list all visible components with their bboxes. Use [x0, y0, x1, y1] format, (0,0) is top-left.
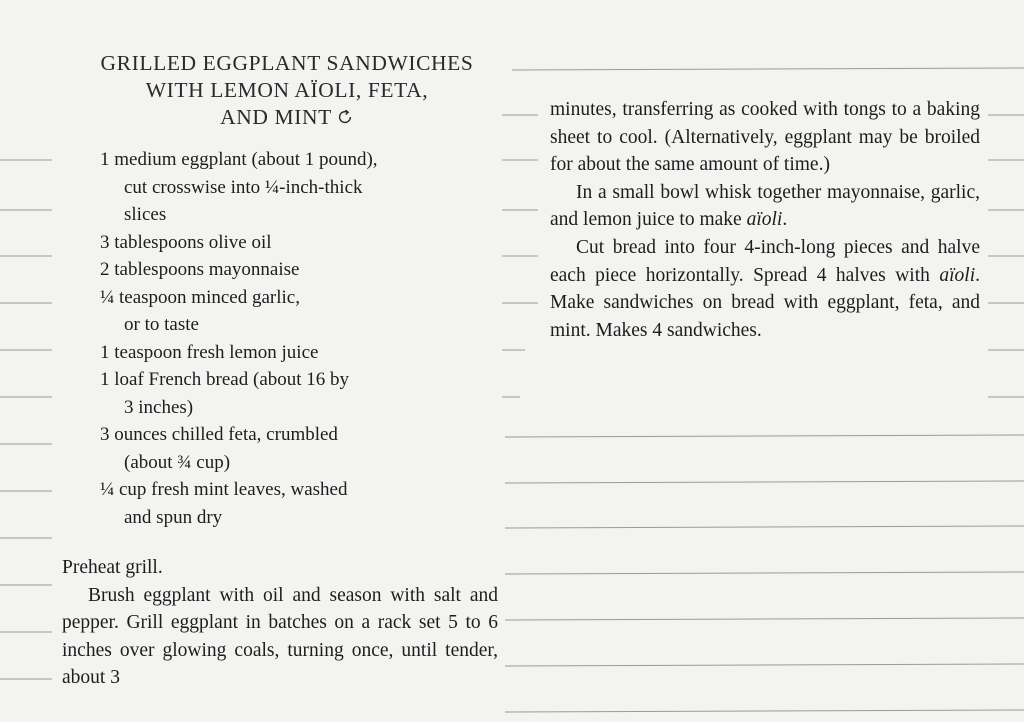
ingredient-list — [100, 146, 500, 531]
ingredient-item — [100, 229, 500, 257]
ingredient-text: 3 tablespoons olive oil — [100, 231, 272, 253]
recipe-title — [62, 50, 512, 131]
instruction-text: . Make sandwiches on bread with eggplant, feta, and mint. Makes 4 sandwiches. — [550, 264, 980, 341]
circle-arrow-icon — [336, 108, 354, 126]
instruction-assemble — [550, 234, 980, 344]
title-line-text: AND MINT — [220, 105, 332, 129]
instruction-preheat: Preheat grill. — [62, 557, 163, 578]
instruction-text: Cut bread into four 4-inch-long pieces and halve each piece horizontally. Spread 4 halves with — [550, 236, 980, 286]
aioli-term: aïoli — [746, 209, 783, 231]
ingredient-item — [100, 421, 500, 476]
ingredient-text: cut crosswise into ¼-inch-thick — [124, 176, 363, 198]
ingredient-text: 2 tablespoons mayonnaise — [100, 259, 300, 280]
instruction-aioli — [550, 179, 980, 234]
ingredient-text: 1 loaf French bread (about 16 by — [100, 369, 350, 390]
ingredient-item — [100, 339, 500, 367]
ingredient-text: 1 teaspoon fresh lemon juice — [100, 341, 319, 363]
ingredient-text: 3 inches) — [124, 396, 194, 418]
ingredient-text: or to taste — [124, 314, 199, 335]
ingredient-text: and spun dry — [124, 506, 223, 528]
ingredient-item — [100, 256, 500, 284]
title-line-last — [62, 104, 512, 131]
ingredient-item — [100, 476, 500, 531]
ingredient-text: (about ¾ cup) — [124, 451, 231, 473]
ingredient-item — [100, 146, 500, 229]
instruction-text: . — [782, 209, 788, 231]
ingredient-item — [100, 366, 500, 421]
instruction-text: In a small bowl whisk together mayonnaise, garlic, and lemon juice to make — [550, 181, 980, 231]
title-line: WITH LEMON AÏOLI, FETA, — [145, 78, 429, 102]
ingredient-item — [100, 284, 500, 339]
ingredient-text: ¼ teaspoon minced garlic, — [100, 286, 300, 308]
aioli-term: aïoli — [939, 264, 976, 286]
instruction-brush-continued: minutes, transferring as cooked with tongs to a baking sheet to cool. (Alternatively, eggplant may be broiled for about the same amount of time.) — [550, 99, 980, 176]
ingredient-text: ¼ cup fresh mint leaves, washed — [100, 479, 348, 500]
instruction-brush: Brush eggplant with oil and season with salt and pepper. Grill eggplant in batches on a rack set 5 to 6 inches over glowing coals, turning once, until tender, about 3 — [62, 584, 498, 689]
title-line: GRILLED EGGPLANT SANDWICHES — [100, 51, 474, 75]
ingredient-text: 3 ounces chilled feta, crumbled — [100, 424, 338, 445]
ingredient-text: 1 medium eggplant (about 1 pound), — [100, 149, 378, 170]
instructions-left — [62, 554, 498, 692]
ingredient-text: slices — [124, 204, 167, 225]
instructions-right — [550, 96, 980, 344]
